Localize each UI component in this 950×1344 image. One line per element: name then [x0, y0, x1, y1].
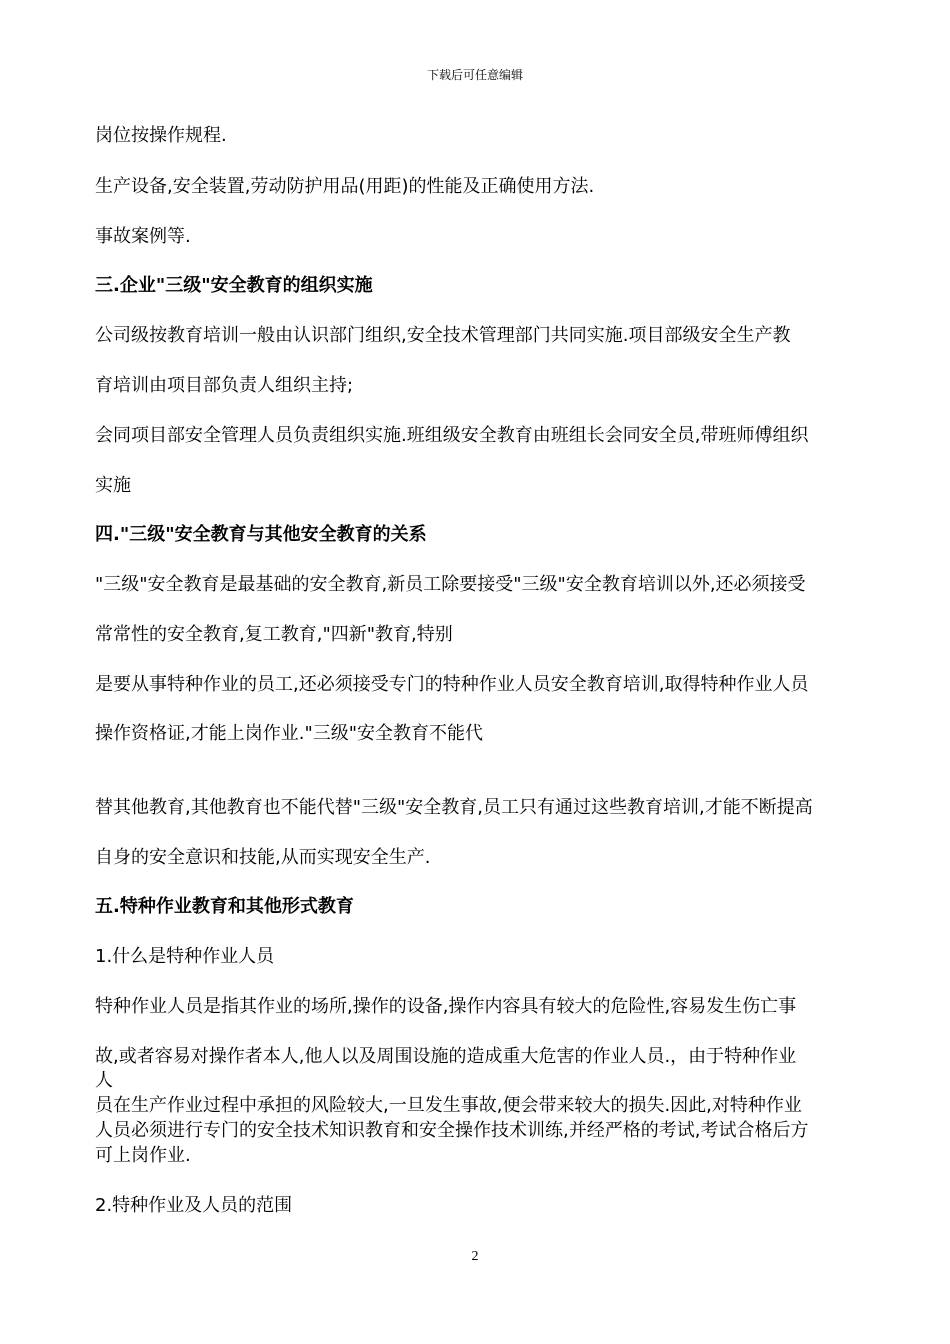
text-line: 操作资格证,才能上岗作业."三级"安全教育不能代 — [95, 723, 483, 744]
text-line: 岗位按操作规程. — [95, 125, 227, 146]
text-line: 员在生产作业过程中承担的风险较大,一旦发生事故,便会带来较大的损失.因此,对特种作业 — [95, 1095, 802, 1116]
text-line: 事故案例等. — [95, 226, 191, 247]
text-line: 实施 — [95, 475, 131, 496]
text-line: 是要从事特种作业的员工,还必须接受专门的特种作业人员安全教育培训,取得特种作业人员 — [95, 674, 809, 695]
subsection-heading: 1.什么是特种作业人员 — [95, 946, 275, 967]
text-line: 会同项目部安全管理人员负责组织实施.班组级安全教育由班组长会同安全员,带班师傅组织 — [95, 425, 809, 446]
text-line: 公司级按教育培训一般由认识部门组织,安全技术管理部门共同实施.项目部级安全生产教 — [95, 325, 791, 346]
text-line: 特种作业人员是指其作业的场所,操作的设备,操作内容具有较大的危险性,容易发生伤亡事 — [95, 996, 797, 1017]
page-header: 下载后可任意编辑 — [426, 68, 523, 82]
text-line: 人 — [95, 1070, 113, 1091]
text-line: 替其他教育,其他教育也不能代替"三级"安全教育,员工只有通过这些教育培训,才能不断提高 — [95, 797, 813, 818]
section-heading: 四."三级"安全教育与其他安全教育的关系 — [95, 524, 427, 545]
text-line: 育培训由项目部负责人组织主持; — [95, 375, 354, 396]
text-line: 可上岗作业. — [95, 1145, 191, 1166]
text-line: 生产设备,安全装置,劳动防护用品(用距)的性能及正确使用方法. — [95, 176, 595, 197]
section-heading: 五.特种作业教育和其他形式教育 — [95, 896, 354, 917]
section-heading: 三.企业"三级"安全教育的组织实施 — [95, 275, 373, 296]
text-line: 自身的安全意识和技能,从而实现安全生产. — [95, 847, 431, 868]
text-line: "三级"安全教育是最基础的安全教育,新员工除要接受"三级"安全教育培训以外,还必须接受 — [95, 574, 806, 595]
page-number: 2 — [471, 1249, 479, 1264]
subsection-heading: 2.特种作业及人员的范围 — [95, 1195, 293, 1216]
text-line: 人员必须进行专门的安全技术知识教育和安全操作技术训练,并经严格的考试,考试合格后方 — [95, 1120, 809, 1141]
text-line: 故,或者容易对操作者本人,他人以及周围设施的造成重大危害的作业人员.，由于特种作业 — [95, 1046, 797, 1067]
text-line: 常常性的安全教育,复工教育,"四新"教育,特别 — [95, 624, 453, 645]
